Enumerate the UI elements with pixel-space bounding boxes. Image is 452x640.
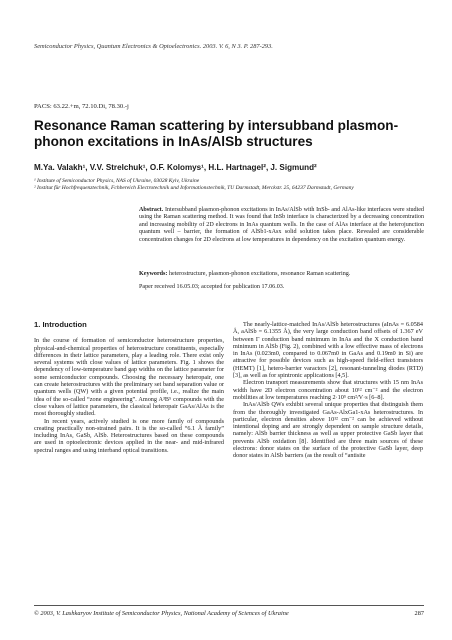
- footer-divider: [34, 605, 424, 606]
- body-paragraph: In recent years, actively studied is one more family of compounds creating practically non-strained pairs. It is the so-called “6.1 Å family” including InAs, GaSb, AlSb. Heterostructures based on these compounds are used in optoelectronic devices applied in the near- and mid-infrared spectral ranges and using interband optical transitions.: [34, 417, 224, 454]
- abstract-label: Abstract.: [139, 207, 164, 213]
- section-heading: 1. Introduction: [34, 320, 87, 329]
- body-paragraph: The nearly-lattice-matched InAs/AlSb heterostructures (aInAs = 6.0584 Å, aAlSb = 6.1355 Å), the very large conduction band offsets of 1.367 eV between Γ conduction band minimum in InAs and the X conduction band minimum in AlSb (Fig. 2), combined with a low effective mass of electrons in InAs (0.023m0, compared to 0.067m0 in GaAs and 0.19m0 in Si) are attractive for possible devices such as high-speed field-effect transistors (HEMT) [1], hetero-barrier varactors [2], resonant-tunneling diodes (RTD) [3], as well as for spintronic applications [4,5].: [233, 321, 423, 380]
- page-number: 287: [414, 610, 424, 617]
- abstract-text: Intersubband plasmon-phonon excitations in InAs/AlSb with InSb- and AlAs-like interfaces were studied using the Raman scattering method. It was found that InSb interface is characterized by a decreasing concentration and increasing mobility of 2D electrons in InAs quantum wells. In the case of AlAs interface at the heterojunction quantum well – barrier, the formation of AlSb1-xAsx solid solution takes place. Revealed are considerable concentration changes for 2D electrons at low temperatures in dependency on the excitation quantum energy.: [139, 207, 424, 243]
- body-paragraph: In the course of formation of semiconductor heterostructure properties, physical-and-chemical properties of heterostructure constituents, especially differences in their lattice parameters, play a leading role. There exist only several systems with close values of lattice parameters. Fig. 1 shows the dependency of low-temperature band gap widths on the lattice parameter for some semiconductor compounds. Choosing the necessary heteropair, one can create heterostructures with the preliminary set band separation value or quantum wells (QW) with a given potential profile, i.e., realize the main idea of the so-called “zone engineering”. Among A³B⁵ compounds with the close values of lattice parameters, the classical heteropair GaAs/AlAs is the most thoroughly studied.: [34, 337, 224, 418]
- abstract: [139, 207, 424, 244]
- journal-header: Semiconductor Physics, Quantum Electronics & Optoelectronics. 2003. V. 6, N 3. P. 287-293.: [34, 43, 273, 50]
- pacs-codes: PACS: 63.22.+m, 72.10.Di, 78.30.-j: [34, 103, 129, 110]
- body-paragraph: Electron transport measurements show that structures with 15 nm InAs width have 2D electron concentration about 10¹² cm⁻² and the electron mobilities at low temperatures reaching 2·10⁵ cm²/V·s [6–8].: [233, 379, 423, 401]
- body-paragraph: InAs/AlSb QWs exhibit several unique properties that distinguish them from the thoroughly investigated GaAs-AlxGa1-xAs heterostructures. In particular, electron densities above 10¹² cm⁻² can be achieved without intentional doping and are strongly dependent on sample structure details, namely: AlSb barrier thickness as well as upper protective GaSb layer that prevents AlSb oxidation [8]. Identified are three main sources of these electrons: donor states on the surface of the protective GaSb layer, deep donor states in AlSb barriers (as the result of “antisite: [233, 401, 423, 460]
- affiliations: [34, 178, 424, 191]
- paper-title: Resonance Raman scattering by intersubband plasmon-phonon excitations in InAs/AlSb structures: [34, 118, 399, 149]
- keywords-text: heterostructure, plasmon-phonon excitations, resonance Raman scattering.: [168, 271, 351, 277]
- received-dates: Paper received 16.05.03; accepted for publication 17.06.03.: [139, 284, 285, 290]
- author-list: M.Ya. Valakh¹, V.V. Strelchuk¹, O.F. Kolomys¹, H.L. Hartnagel², J. Sigmund²: [34, 163, 317, 172]
- keywords: [139, 271, 424, 278]
- left-column: [34, 321, 224, 454]
- affiliation-2: ² Institut für Hochfrequenztechnik, Fchbereich Electrotechnik und Informationstechnik, TU Darmstadt, Merckstr. 25, 64237 Darmstadt, Germany: [34, 184, 354, 191]
- copyright-footer: © 2003, V. Lashkaryov Institute of Semiconductor Physics, National Academy of Sciences of Ukraine: [34, 610, 289, 617]
- right-column: [233, 321, 423, 460]
- affiliation-1: ¹ Institute of Semiconductor Physics, NAS of Ukraine, 03028 Kyiv, Ukraine: [34, 178, 200, 184]
- keywords-label: Keywords:: [139, 271, 168, 277]
